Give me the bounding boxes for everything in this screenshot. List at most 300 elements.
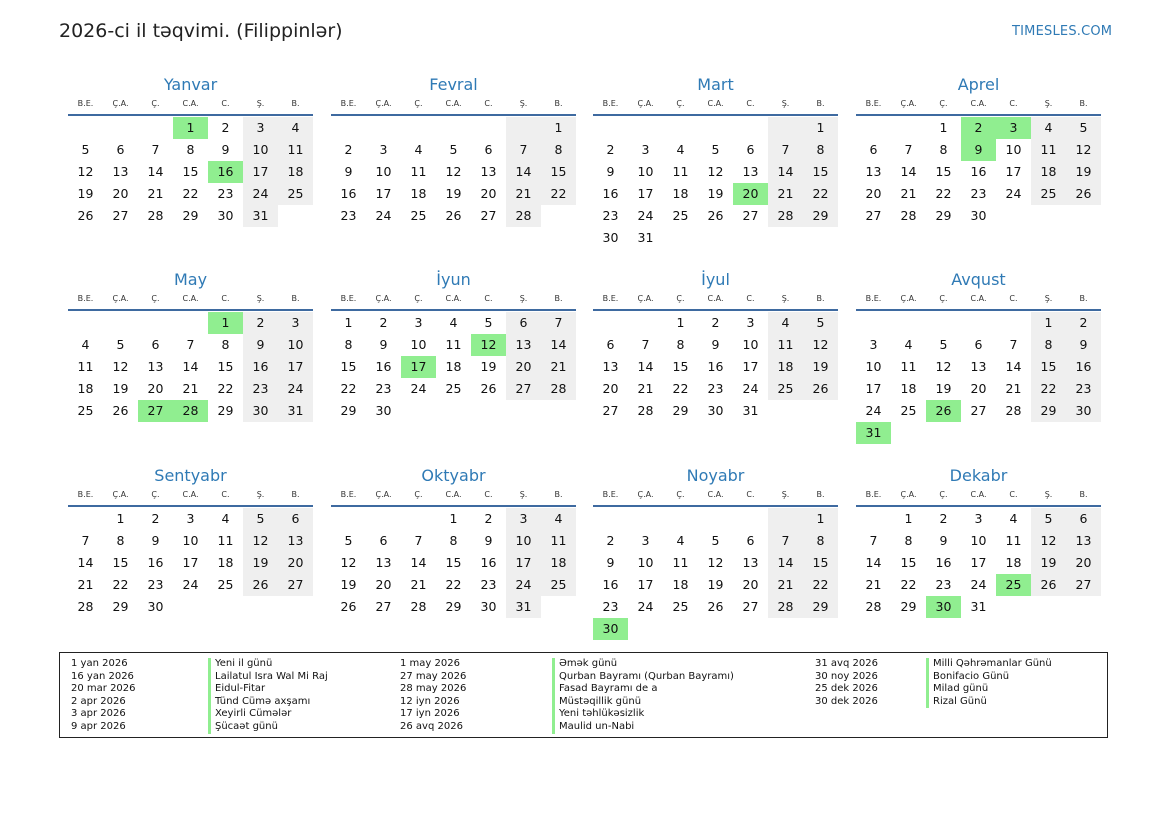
- day-cell: 21: [182, 381, 199, 396]
- empty-cell: [366, 117, 401, 139]
- day-cell: 19: [803, 356, 838, 378]
- day-cell: 17: [1005, 164, 1022, 179]
- day-cell: 4: [81, 337, 90, 352]
- weekday-label: C.A.: [445, 490, 462, 499]
- day-cell: 29: [217, 403, 234, 418]
- weekday-label: Ç.A.: [112, 490, 129, 499]
- day-cell: 9: [151, 533, 160, 548]
- day-cell: 18: [77, 381, 94, 396]
- day-cell: 8: [904, 533, 913, 548]
- day-grid: [68, 508, 313, 618]
- weekday-label: Ç.: [151, 490, 160, 499]
- weekday-label: Ş.: [781, 294, 790, 303]
- day-cell: 25: [672, 599, 689, 614]
- day-cell: 3: [641, 533, 650, 548]
- day-cell: 14: [900, 164, 917, 179]
- weekday-header: [68, 488, 313, 502]
- weekday-label: B.: [554, 490, 563, 499]
- month-name: Sentyabr: [154, 466, 227, 485]
- day-cell: 30: [970, 208, 987, 223]
- weekday-label: C.: [746, 490, 755, 499]
- weekday-label: Ş.: [781, 490, 790, 499]
- day-cell: 19: [707, 577, 724, 592]
- day-cell: 30: [1066, 400, 1101, 422]
- day-cell: 10: [865, 359, 882, 374]
- weekday-label: C.: [484, 99, 493, 108]
- day-grid: [331, 312, 576, 422]
- weekday-label: C.A.: [445, 99, 462, 108]
- holiday-day-cell: 16: [208, 161, 243, 183]
- weekday-label: B.E.: [340, 99, 357, 108]
- day-cell: 21: [147, 186, 164, 201]
- weekday-label: Ş.: [256, 490, 265, 499]
- day-cell: 10: [970, 533, 987, 548]
- weekday-label: B.E.: [602, 99, 619, 108]
- legend-date: 28 may 2026: [400, 683, 467, 695]
- weekday-label: Ç.: [151, 294, 160, 303]
- day-cell: 19: [480, 359, 497, 374]
- day-cell: 18: [410, 186, 427, 201]
- day-cell: 9: [711, 337, 720, 352]
- day-cell: 17: [243, 161, 278, 183]
- weekday-header: [331, 488, 576, 502]
- weekday-label: B.E.: [77, 490, 94, 499]
- day-cell: 13: [480, 164, 497, 179]
- day-cell: 28: [541, 378, 576, 400]
- day-cell: 4: [676, 533, 685, 548]
- day-cell: 15: [541, 161, 576, 183]
- day-cell: 16: [707, 359, 724, 374]
- day-grid: [856, 312, 1101, 444]
- day-cell: 2: [221, 120, 230, 135]
- legend-date: 30 noy 2026: [815, 670, 878, 682]
- day-cell: 11: [445, 337, 462, 352]
- day-cell: 28: [1005, 403, 1022, 418]
- day-cell: 13: [506, 334, 541, 356]
- holiday-day-cell: 30: [593, 618, 628, 640]
- month-divider: [68, 309, 313, 311]
- day-cell: 17: [970, 555, 987, 570]
- empty-cell: [401, 508, 436, 530]
- weekday-label: B.: [291, 294, 300, 303]
- day-cell: 16: [1066, 356, 1101, 378]
- legend-holiday-name: Şücaət günü: [208, 721, 328, 734]
- empty-cell: [471, 117, 506, 139]
- day-cell: 10: [1005, 142, 1022, 157]
- weekday-label: B.E.: [77, 99, 94, 108]
- day-grid: [856, 117, 1101, 227]
- day-cell: 25: [77, 403, 94, 418]
- legend-date: 1 yan 2026: [71, 658, 128, 669]
- day-cell: 21: [900, 186, 917, 201]
- weekday-label: C.: [1009, 99, 1018, 108]
- weekday-label: B.E.: [340, 490, 357, 499]
- day-cell: 2: [344, 142, 353, 157]
- day-cell: 21: [77, 577, 94, 592]
- weekday-label: B.: [816, 294, 825, 303]
- day-cell: 28: [768, 596, 803, 618]
- day-cell: 21: [541, 356, 576, 378]
- day-cell: 15: [1031, 356, 1066, 378]
- day-cell: 26: [1066, 183, 1101, 205]
- weekday-label: Ç.: [676, 294, 685, 303]
- day-cell: 29: [340, 403, 357, 418]
- day-cell: 24: [970, 577, 987, 592]
- day-cell: 29: [803, 596, 838, 618]
- day-cell: 12: [243, 530, 278, 552]
- day-cell: 14: [1005, 359, 1022, 374]
- day-cell: 28: [900, 208, 917, 223]
- day-cell: 5: [243, 508, 278, 530]
- empty-cell: [891, 117, 926, 139]
- empty-cell: [891, 312, 926, 334]
- empty-cell: [768, 117, 803, 139]
- day-cell: 14: [768, 552, 803, 574]
- day-cell: 24: [375, 208, 392, 223]
- empty-cell: [68, 508, 103, 530]
- day-cell: 16: [375, 359, 392, 374]
- weekday-label: C.A.: [182, 294, 199, 303]
- month-block: [68, 466, 313, 618]
- day-cell: 8: [541, 139, 576, 161]
- weekday-label: B.E.: [602, 294, 619, 303]
- day-cell: 10: [182, 533, 199, 548]
- legend-date: 20 mar 2026: [71, 683, 136, 695]
- day-cell: 14: [637, 359, 654, 374]
- day-cell: 5: [939, 337, 948, 352]
- month-divider: [856, 309, 1101, 311]
- day-cell: 14: [506, 161, 541, 183]
- day-cell: 31: [278, 400, 313, 422]
- month-block: [68, 75, 313, 227]
- day-cell: 5: [484, 315, 493, 330]
- day-cell: 16: [970, 164, 987, 179]
- day-cell: 11: [768, 334, 803, 356]
- empty-cell: [103, 117, 138, 139]
- day-cell: 18: [217, 555, 234, 570]
- day-cell: 12: [1031, 530, 1066, 552]
- day-cell: 24: [1005, 186, 1022, 201]
- weekday-label: B.: [1079, 294, 1088, 303]
- weekday-label: Ç.: [939, 490, 948, 499]
- holiday-legend: [59, 652, 1108, 738]
- empty-cell: [436, 117, 471, 139]
- day-cell: 17: [637, 577, 654, 592]
- day-cell: 25: [278, 183, 313, 205]
- empty-cell: [401, 117, 436, 139]
- legend-holiday-name: Rizal Günü: [926, 696, 1052, 709]
- day-cell: 23: [935, 577, 952, 592]
- day-cell: 9: [344, 164, 353, 179]
- day-cell: 2: [1066, 312, 1101, 334]
- legend-holiday-name: Milad günü: [926, 683, 1052, 696]
- day-cell: 4: [221, 511, 230, 526]
- day-cell: 17: [182, 555, 199, 570]
- day-cell: 12: [935, 359, 952, 374]
- weekday-label: C.A.: [707, 99, 724, 108]
- day-cell: 5: [81, 142, 90, 157]
- day-cell: 18: [1005, 555, 1022, 570]
- weekday-label: B.E.: [865, 294, 882, 303]
- day-cell: 1: [344, 315, 353, 330]
- empty-cell: [173, 312, 208, 334]
- day-cell: 3: [414, 315, 423, 330]
- day-cell: 10: [278, 334, 313, 356]
- weekday-label: C.: [221, 490, 230, 499]
- day-cell: 6: [746, 533, 755, 548]
- day-cell: 19: [445, 186, 462, 201]
- day-cell: 2: [939, 511, 948, 526]
- weekday-label: B.E.: [865, 490, 882, 499]
- month-block: [68, 270, 313, 422]
- weekday-label: Ç.: [939, 99, 948, 108]
- empty-cell: [698, 508, 733, 530]
- weekday-label: Ç.A.: [637, 490, 654, 499]
- month-name: Dekabr: [949, 466, 1008, 485]
- day-cell: 15: [935, 164, 952, 179]
- day-cell: 16: [935, 555, 952, 570]
- month-block: [856, 75, 1101, 227]
- day-cell: 3: [506, 508, 541, 530]
- day-cell: 4: [278, 117, 313, 139]
- day-cell: 12: [707, 555, 724, 570]
- day-cell: 20: [278, 552, 313, 574]
- day-cell: 28: [147, 208, 164, 223]
- weekday-label: C.: [1009, 294, 1018, 303]
- day-cell: 8: [186, 142, 195, 157]
- day-cell: 13: [147, 359, 164, 374]
- day-grid: [331, 117, 576, 227]
- day-grid: [331, 508, 576, 618]
- holiday-day-cell: 1: [173, 117, 208, 139]
- day-cell: 23: [707, 381, 724, 396]
- holiday-day-cell: 12: [471, 334, 506, 356]
- day-cell: 4: [1009, 511, 1018, 526]
- legend-date: 17 iyn 2026: [400, 708, 460, 720]
- day-cell: 8: [939, 142, 948, 157]
- day-cell: 27: [506, 378, 541, 400]
- weekday-label: C.A.: [445, 294, 462, 303]
- day-cell: 5: [344, 533, 353, 548]
- day-cell: 4: [541, 508, 576, 530]
- weekday-label: B.E.: [340, 294, 357, 303]
- day-cell: 25: [900, 403, 917, 418]
- holiday-day-cell: 26: [926, 400, 961, 422]
- day-cell: 22: [112, 577, 129, 592]
- day-cell: 18: [541, 552, 576, 574]
- empty-cell: [593, 117, 628, 139]
- day-cell: 15: [340, 359, 357, 374]
- day-cell: 31: [742, 403, 759, 418]
- weekday-label: C.: [746, 99, 755, 108]
- day-cell: 13: [375, 555, 392, 570]
- day-cell: 1: [939, 120, 948, 135]
- day-cell: 20: [1066, 552, 1101, 574]
- day-cell: 1: [803, 508, 838, 530]
- day-cell: 6: [869, 142, 878, 157]
- weekday-header: [856, 488, 1101, 502]
- day-cell: 23: [480, 577, 497, 592]
- day-cell: 1: [116, 511, 125, 526]
- day-cell: 27: [278, 574, 313, 596]
- day-cell: 9: [243, 334, 278, 356]
- day-cell: 13: [865, 164, 882, 179]
- page-title: 2026-ci il təqvimi. (Filippinlər): [59, 20, 343, 42]
- day-cell: 17: [865, 381, 882, 396]
- day-cell: 26: [243, 574, 278, 596]
- holiday-day-cell: 27: [138, 400, 173, 422]
- weekday-header: [331, 292, 576, 306]
- weekday-label: Ç.: [414, 99, 423, 108]
- day-cell: 7: [768, 530, 803, 552]
- day-cell: 17: [506, 552, 541, 574]
- day-cell: 28: [865, 599, 882, 614]
- day-cell: 23: [375, 381, 392, 396]
- day-cell: 22: [217, 381, 234, 396]
- day-cell: 20: [375, 577, 392, 592]
- day-cell: 8: [676, 337, 685, 352]
- day-cell: 27: [1066, 574, 1101, 596]
- day-cell: 31: [506, 596, 541, 618]
- legend-holiday-name: Maulid un-Nabi: [552, 721, 734, 734]
- day-cell: 18: [278, 161, 313, 183]
- month-name: Oktyabr: [421, 466, 486, 485]
- day-cell: 14: [768, 161, 803, 183]
- day-cell: 12: [112, 359, 129, 374]
- day-cell: 4: [449, 315, 458, 330]
- day-cell: 25: [410, 208, 427, 223]
- day-cell: 22: [182, 186, 199, 201]
- day-cell: 20: [602, 381, 619, 396]
- month-block: [593, 75, 838, 249]
- day-cell: 18: [1031, 161, 1066, 183]
- day-cell: 10: [375, 164, 392, 179]
- empty-cell: [663, 117, 698, 139]
- day-cell: 29: [672, 403, 689, 418]
- day-cell: 19: [1066, 161, 1101, 183]
- legend-date: 1 may 2026: [400, 658, 460, 669]
- legend-holiday-name: Tünd Cümə axşamı: [208, 696, 328, 709]
- day-cell: 15: [803, 552, 838, 574]
- legend-date: 9 apr 2026: [71, 720, 126, 732]
- day-cell: 31: [243, 205, 278, 227]
- weekday-label: B.E.: [602, 490, 619, 499]
- day-cell: 6: [484, 142, 493, 157]
- day-cell: 8: [344, 337, 353, 352]
- day-cell: 22: [1031, 378, 1066, 400]
- day-cell: 27: [970, 403, 987, 418]
- legend-holiday-name: Bonifacio Günü: [926, 671, 1052, 684]
- weekday-label: B.: [291, 490, 300, 499]
- day-cell: 10: [506, 530, 541, 552]
- holiday-day-cell: 17: [401, 356, 436, 378]
- day-cell: 11: [672, 555, 689, 570]
- month-block: [593, 270, 838, 422]
- day-cell: 24: [742, 381, 759, 396]
- day-cell: 11: [900, 359, 917, 374]
- day-cell: 7: [506, 139, 541, 161]
- day-cell: 2: [484, 511, 493, 526]
- weekday-label: C.: [484, 294, 493, 303]
- empty-cell: [856, 312, 891, 334]
- day-cell: 18: [672, 577, 689, 592]
- empty-cell: [103, 312, 138, 334]
- day-cell: 7: [641, 337, 650, 352]
- day-cell: 26: [340, 599, 357, 614]
- month-divider: [856, 114, 1101, 116]
- day-cell: 15: [112, 555, 129, 570]
- day-cell: 22: [935, 186, 952, 201]
- day-cell: 21: [410, 577, 427, 592]
- day-cell: 4: [904, 337, 913, 352]
- day-cell: 3: [186, 511, 195, 526]
- legend-holiday-name: Müstəqillik günü: [552, 696, 734, 709]
- month-name: Noyabr: [686, 466, 745, 485]
- day-cell: 18: [768, 356, 803, 378]
- day-cell: 9: [484, 533, 493, 548]
- day-cell: 13: [278, 530, 313, 552]
- day-cell: 14: [541, 334, 576, 356]
- day-cell: 8: [1031, 334, 1066, 356]
- day-cell: 3: [869, 337, 878, 352]
- day-cell: 3: [278, 312, 313, 334]
- day-cell: 1: [449, 511, 458, 526]
- empty-cell: [768, 508, 803, 530]
- brand-link[interactable]: TIMESLES.COM: [1012, 24, 1113, 39]
- day-cell: 24: [637, 599, 654, 614]
- day-cell: 9: [606, 164, 615, 179]
- day-cell: 21: [768, 574, 803, 596]
- empty-cell: [506, 117, 541, 139]
- empty-cell: [733, 508, 768, 530]
- day-cell: 19: [340, 577, 357, 592]
- day-cell: 26: [77, 208, 94, 223]
- day-cell: 5: [1066, 117, 1101, 139]
- day-cell: 23: [147, 577, 164, 592]
- legend-dates-col-2: [400, 658, 466, 734]
- day-cell: 18: [445, 359, 462, 374]
- day-cell: 26: [707, 208, 724, 223]
- day-cell: 9: [221, 142, 230, 157]
- weekday-label: B.: [1079, 490, 1088, 499]
- day-cell: 10: [410, 337, 427, 352]
- weekday-label: Ç.: [414, 294, 423, 303]
- holiday-day-cell: 31: [856, 422, 891, 444]
- day-cell: 22: [541, 183, 576, 205]
- day-cell: 20: [147, 381, 164, 396]
- weekday-label: Ş.: [781, 99, 790, 108]
- legend-holiday-name: Yeni il günü: [208, 658, 328, 671]
- day-cell: 23: [340, 208, 357, 223]
- day-cell: 15: [900, 555, 917, 570]
- day-cell: 6: [746, 142, 755, 157]
- day-cell: 22: [340, 381, 357, 396]
- day-cell: 4: [676, 142, 685, 157]
- legend-names-col-1: [208, 658, 328, 734]
- empty-cell: [593, 508, 628, 530]
- day-cell: 11: [1031, 139, 1066, 161]
- day-cell: 7: [904, 142, 913, 157]
- weekday-label: C.A.: [707, 490, 724, 499]
- day-cell: 11: [217, 533, 234, 548]
- weekday-header: [331, 97, 576, 111]
- day-cell: 27: [865, 208, 882, 223]
- weekday-header: [593, 292, 838, 306]
- weekday-label: Ç.A.: [900, 294, 917, 303]
- empty-cell: [331, 508, 366, 530]
- day-cell: 9: [1066, 334, 1101, 356]
- weekday-label: Ç.A.: [637, 294, 654, 303]
